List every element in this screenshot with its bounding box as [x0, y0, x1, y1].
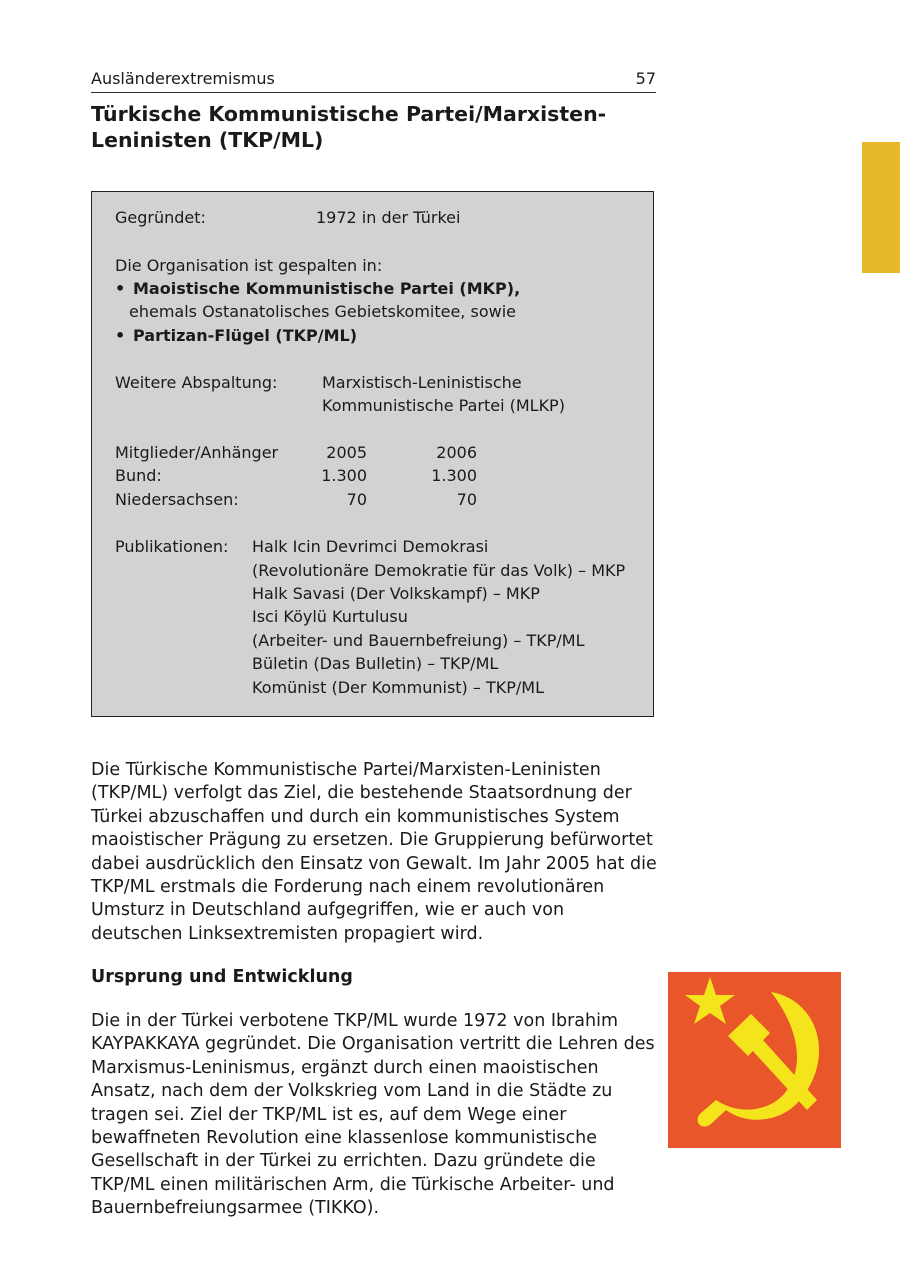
founded-label: Gegründet:	[115, 208, 206, 227]
page-number: 57	[635, 69, 656, 88]
info-box	[91, 191, 654, 717]
split-mkp: Maoistische Kommunistische Partei (MKP),	[133, 279, 521, 298]
section-name: Ausländerextremismus	[91, 69, 275, 88]
niedersachsen-2006: 70	[456, 490, 477, 509]
publication-line: Halk Savasi (Der Volkskampf) – MKP	[252, 584, 540, 603]
further-split-line2: Kommunistische Partei (MLKP)	[322, 396, 565, 415]
chapter-tab-marker	[862, 142, 900, 273]
bund-2005: 1.300	[321, 466, 367, 485]
bullet: •	[115, 326, 126, 345]
split-partizan: Partizan-Flügel (TKP/ML)	[133, 326, 358, 345]
origin-paragraph: Die in der Türkei verbotene TKP/ML wurde 1972 von Ibrahim KAYPAKKAYA gegründet. Die Organisation vertritt die Lehren des Marxismus-Leninismus, ergänzt durch einen maoistischen Ansatz, nach dem der Volkskrieg vom Land in die Städte zu tragen sei. Ziel der TKP/ML ist es, auf dem Wege einer bewaffneten Revolution eine klassenlose kommunistische Gesellschaft in der Türkei zu errichten. Dazu gründete die TKP/ML einen militärischen Arm, die Türkische Arbeiter- und Bauernbefreiungsarmee (TIKKO).	[91, 1011, 655, 1219]
publications-label: Publikationen:	[115, 537, 229, 556]
page-title: Türkische Kommunistische Partei/Marxisten-Leninisten (TKP/ML)	[91, 102, 607, 152]
founded-value: 1972 in der Türkei	[316, 208, 461, 227]
intro-paragraph: Die Türkische Kommunistische Partei/Marxisten-Leninisten (TKP/ML) verfolgt das Ziel, die bestehende Staatsordnung der Türkei abzuschaffen und durch ein kommunistisches System maoistischer Prägung zu ersetzen. Die Gruppierung befürwortet dabei ausdrücklich den Einsatz von Gewalt. Im Jahr 2005 hat die TKP/ML erstmals die Forderung nach einem revolutionären Umsturz in Deutschland aufgegriffen, wie er auch von deutschen Linksextremisten propagiert wird.	[91, 760, 657, 944]
publication-line: Halk Icin Devrimci Demokrasi	[252, 537, 489, 556]
publication-line: Bületin (Das Bulletin) – TKP/ML	[252, 654, 499, 673]
year-2006: 2006	[436, 443, 477, 462]
further-split-line1: Marxistisch-Leninistische	[322, 373, 522, 392]
publication-line: Isci Köylü Kurtulusu	[252, 607, 408, 626]
publication-line: (Arbeiter- und Bauernbefreiung) – TKP/ML	[252, 631, 585, 650]
members-label: Mitglieder/Anhänger	[115, 443, 279, 462]
section-heading: Ursprung und Entwicklung	[91, 967, 353, 987]
split-intro: Die Organisation ist gespalten in:	[115, 256, 383, 275]
split-mkp-note: ehemals Ostanatolisches Gebietskomitee, sowie	[129, 302, 516, 321]
year-2005: 2005	[326, 443, 367, 462]
bullet: •	[115, 279, 126, 298]
bund-label: Bund:	[115, 466, 162, 485]
publication-line: Komünist (Der Kommunist) – TKP/ML	[252, 678, 544, 697]
niedersachsen-label: Niedersachsen:	[115, 490, 239, 509]
further-split-label: Weitere Abspaltung:	[115, 373, 278, 392]
niedersachsen-2005: 70	[346, 490, 367, 509]
bund-2006: 1.300	[431, 466, 477, 485]
publication-line: (Revolutionäre Demokratie für das Volk) – MKP	[252, 561, 626, 580]
running-header	[91, 68, 656, 93]
hammer-sickle-star-icon	[668, 972, 841, 1148]
